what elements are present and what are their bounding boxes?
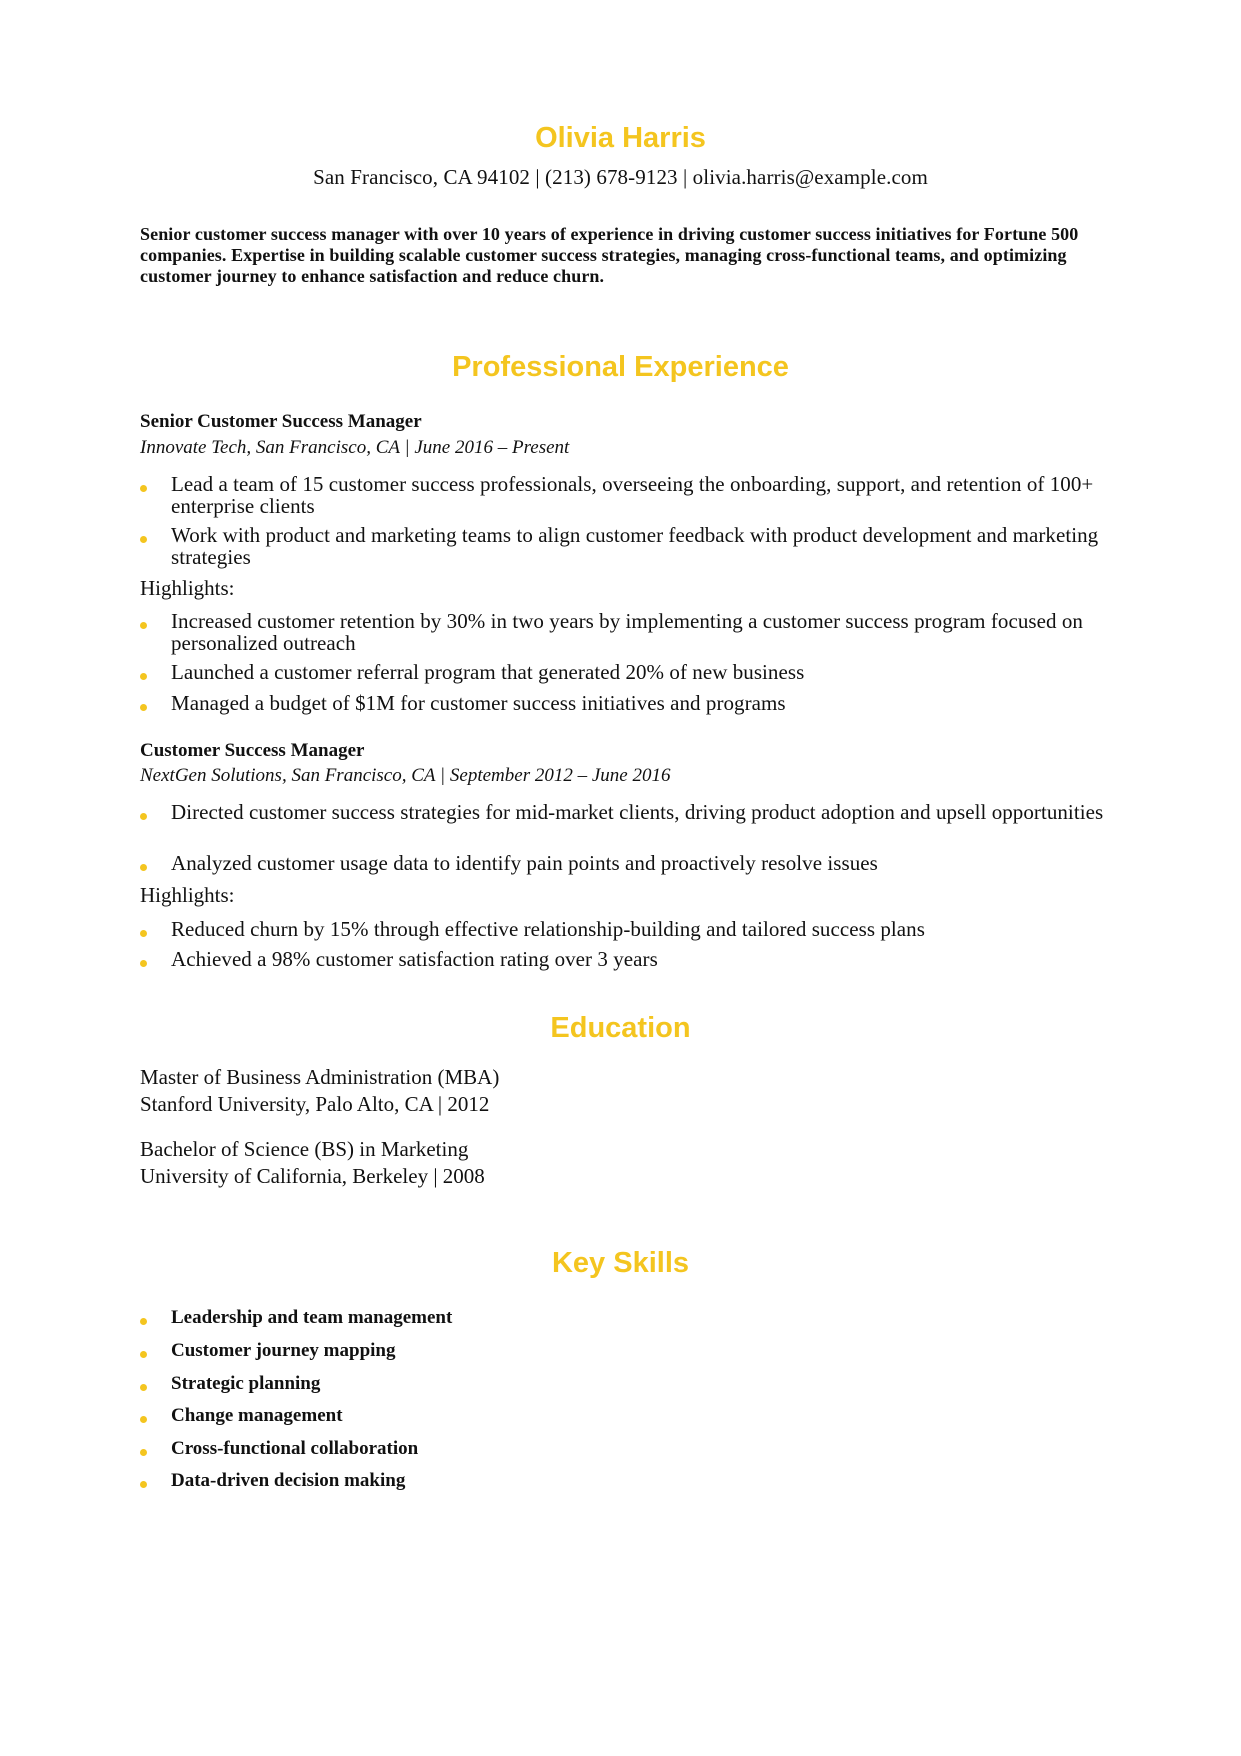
bullet-dot-icon (140, 960, 147, 967)
education-school: University of California, Berkeley | 2008 (140, 1164, 485, 1188)
job-duty-text: Analyzed customer usage data to identify pain points and proactively resolve issues (171, 851, 878, 875)
section-title-education: Education (550, 1012, 691, 1044)
job-title: Customer Success Manager (140, 740, 365, 761)
highlights-label: Highlights: (140, 576, 235, 600)
highlight-text: Reduced churn by 15% through effective relationship-building and tailored success plans (171, 917, 925, 941)
skill-text: Customer journey mapping (171, 1340, 396, 1361)
job-duty-text: Work with product and marketing teams to align customer feedback with product development and marketing strategies (171, 523, 1099, 569)
skill-text: Strategic planning (171, 1373, 321, 1394)
contact-info: San Francisco, CA 94102 | (213) 678-9123 | olivia.harris@example.com (313, 165, 928, 189)
highlight-text: Managed a budget of $1M for customer success initiatives and programs (171, 691, 786, 715)
job-duty-text: Lead a team of 15 customer success professionals, overseeing the onboarding, support, and retention of 100+ enterprise clients (171, 472, 1094, 518)
highlight-text: Increased customer retention by 30% in two years by implementing a customer success program focused on personalized outreach (171, 609, 1083, 655)
bullet-dot-icon (140, 622, 147, 629)
section-title-skills: Key Skills (551, 1247, 690, 1279)
bullet-dot-icon (140, 1416, 147, 1423)
education-degree: Bachelor of Science (BS) in Marketing (140, 1137, 469, 1161)
skill-text: Leadership and team management (171, 1307, 453, 1328)
skill-text: Change management (171, 1405, 343, 1426)
bullet-dot-icon (140, 1318, 147, 1325)
highlight-text: Achieved a 98% customer satisfaction rating over 3 years (171, 947, 658, 971)
highlights-label: Highlights: (140, 883, 235, 907)
bullet-dot-icon (140, 1481, 147, 1488)
bullet-dot-icon (140, 704, 147, 711)
bullet-dot-icon (140, 1384, 147, 1391)
section-title-experience: Professional Experience (452, 351, 789, 383)
bullet-dot-icon (140, 1449, 147, 1456)
bullet-dot-icon (140, 930, 147, 937)
skill-text: Data-driven decision making (171, 1470, 406, 1491)
job-company-date: NextGen Solutions, San Francisco, CA | September 2012 – June 2016 (140, 765, 671, 786)
job-title: Senior Customer Success Manager (140, 411, 422, 432)
bullet-dot-icon (140, 864, 147, 871)
bullet-dot-icon (140, 673, 147, 680)
skill-text: Cross-functional collaboration (171, 1438, 419, 1459)
professional-summary: Senior customer success manager with over 10 years of experience in driving customer success initiatives for Fortune 500 companies. Expertise in building scalable customer success strategies, managing cross-functional teams, and optimizing customer journey to enhance satisfaction and reduce churn. (140, 224, 1079, 286)
bullet-dot-icon (140, 536, 147, 543)
highlight-text: Launched a customer referral program that generated 20% of new business (171, 660, 805, 684)
bullet-dot-icon (140, 1351, 147, 1358)
bullet-dot-icon (140, 813, 147, 820)
education-degree: Master of Business Administration (MBA) (140, 1065, 500, 1089)
education-school: Stanford University, Palo Alto, CA | 2012 (140, 1092, 490, 1116)
job-company-date: Innovate Tech, San Francisco, CA | June 2016 – Present (140, 437, 570, 458)
bullet-dot-icon (140, 485, 147, 492)
job-duty-text: Directed customer success strategies for mid-market clients, driving product adoption and upsell opportunities (171, 800, 1104, 824)
candidate-name: Olivia Harris (535, 122, 706, 154)
